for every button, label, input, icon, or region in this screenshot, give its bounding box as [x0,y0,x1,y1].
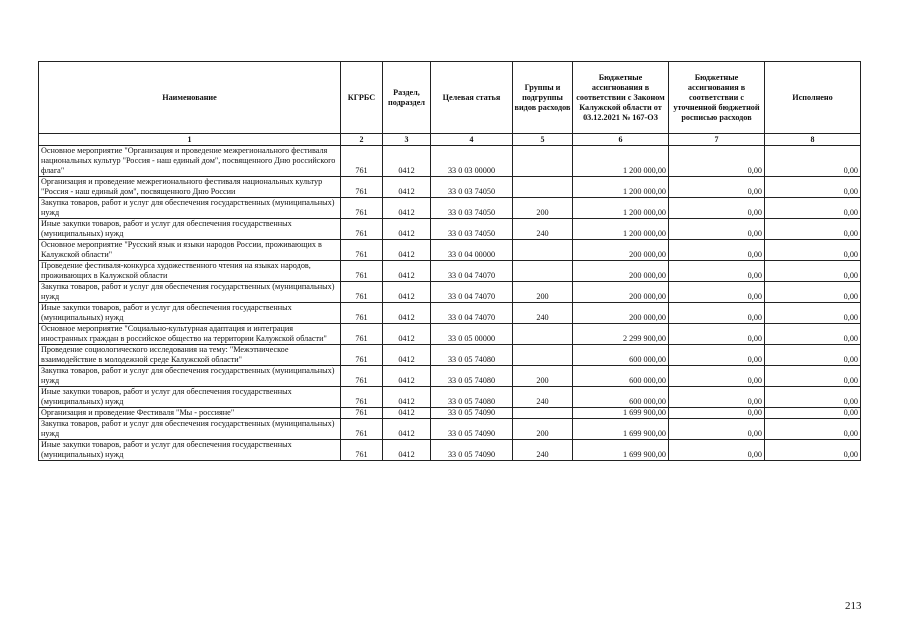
column-number-row [39,134,861,146]
row-expense-group: 240 [513,219,573,240]
row-target-article: 33 0 05 74090 [431,408,513,419]
row-executed: 0,00 [765,198,861,219]
row-target-article: 33 0 05 74090 [431,440,513,461]
row-target-article: 33 0 03 74050 [431,219,513,240]
row-law-allocation: 600 000,00 [573,387,669,408]
row-kgrbs: 761 [341,146,383,177]
page-number: 213 [845,600,862,612]
table-row [39,146,861,177]
row-expense-group [513,408,573,419]
row-refined-allocation: 0,00 [669,366,765,387]
table-row [39,324,861,345]
row-expense-group: 240 [513,440,573,461]
row-section: 0412 [383,366,431,387]
row-kgrbs: 761 [341,240,383,261]
column-number: 5 [513,134,573,146]
column-number: 7 [669,134,765,146]
row-refined-allocation: 0,00 [669,282,765,303]
header-section: Раздел, подраздел [383,62,431,134]
row-name: Проведение социологического исследования на тему: "Межэтническое взаимодействие в молодежной среде Калужской области" [39,345,341,366]
row-law-allocation: 600 000,00 [573,345,669,366]
row-name: Основное мероприятие "Социально-культурная адаптация и интеграция иностранных граждан в российское общество на территории Калужской области" [39,324,341,345]
column-number: 8 [765,134,861,146]
row-refined-allocation: 0,00 [669,419,765,440]
row-refined-allocation: 0,00 [669,177,765,198]
header-name: Наименование [39,62,341,134]
table-row [39,419,861,440]
header-executed: Исполнено [765,62,861,134]
row-kgrbs: 761 [341,261,383,282]
row-law-allocation: 200 000,00 [573,303,669,324]
table-row [39,408,861,419]
row-executed: 0,00 [765,177,861,198]
row-kgrbs: 761 [341,282,383,303]
row-expense-group [513,177,573,198]
row-kgrbs: 761 [341,324,383,345]
row-target-article: 33 0 05 74090 [431,419,513,440]
row-expense-group: 240 [513,303,573,324]
table-row [39,219,861,240]
row-law-allocation: 1 200 000,00 [573,146,669,177]
row-refined-allocation: 0,00 [669,324,765,345]
row-section: 0412 [383,387,431,408]
row-target-article: 33 0 04 74070 [431,261,513,282]
header-row [39,62,861,134]
column-number: 4 [431,134,513,146]
header-refined-allocation: Бюджетные ассигнования в соответствии с уточненной бюджетной росписью расходов [669,62,765,134]
row-refined-allocation: 0,00 [669,303,765,324]
row-executed: 0,00 [765,387,861,408]
row-refined-allocation: 0,00 [669,198,765,219]
row-target-article: 33 0 03 74050 [431,198,513,219]
table-row [39,261,861,282]
row-name: Иные закупки товаров, работ и услуг для обеспечения государственных (муниципальных) нужд [39,387,341,408]
table-row [39,345,861,366]
row-section: 0412 [383,177,431,198]
column-number: 3 [383,134,431,146]
row-executed: 0,00 [765,240,861,261]
row-section: 0412 [383,345,431,366]
row-law-allocation: 1 699 900,00 [573,408,669,419]
table-row [39,303,861,324]
row-target-article: 33 0 05 74080 [431,366,513,387]
row-section: 0412 [383,219,431,240]
row-law-allocation: 200 000,00 [573,240,669,261]
row-executed: 0,00 [765,324,861,345]
row-refined-allocation: 0,00 [669,440,765,461]
row-expense-group [513,146,573,177]
table-row [39,282,861,303]
row-section: 0412 [383,146,431,177]
row-expense-group [513,240,573,261]
row-target-article: 33 0 04 74070 [431,303,513,324]
row-section: 0412 [383,408,431,419]
row-law-allocation: 1 699 900,00 [573,440,669,461]
row-executed: 0,00 [765,303,861,324]
row-section: 0412 [383,440,431,461]
row-executed: 0,00 [765,146,861,177]
row-name: Проведение фестиваля-конкурса художественного чтения на языках народов, проживающих в Калужской области [39,261,341,282]
row-refined-allocation: 0,00 [669,387,765,408]
row-kgrbs: 761 [341,303,383,324]
column-number: 6 [573,134,669,146]
row-name: Иные закупки товаров, работ и услуг для обеспечения государственных (муниципальных) нужд [39,440,341,461]
table-row [39,387,861,408]
row-refined-allocation: 0,00 [669,219,765,240]
row-law-allocation: 600 000,00 [573,366,669,387]
row-section: 0412 [383,198,431,219]
row-law-allocation: 1 200 000,00 [573,198,669,219]
row-refined-allocation: 0,00 [669,261,765,282]
row-name: Иные закупки товаров, работ и услуг для обеспечения государственных (муниципальных) нужд [39,303,341,324]
column-number: 1 [39,134,341,146]
row-target-article: 33 0 03 00000 [431,146,513,177]
row-executed: 0,00 [765,408,861,419]
header-target: Целевая статья [431,62,513,134]
header-kgrbs: КГРБС [341,62,383,134]
table-row [39,177,861,198]
table-row [39,366,861,387]
row-refined-allocation: 0,00 [669,345,765,366]
header-law-allocation: Бюджетные ассигнования в соответствии с Законом Калужской области от 03.12.2021 № 167-ОЗ [573,62,669,134]
row-refined-allocation: 0,00 [669,146,765,177]
row-refined-allocation: 0,00 [669,240,765,261]
row-section: 0412 [383,419,431,440]
row-target-article: 33 0 03 74050 [431,177,513,198]
row-kgrbs: 761 [341,219,383,240]
row-executed: 0,00 [765,366,861,387]
row-target-article: 33 0 04 00000 [431,240,513,261]
row-expense-group: 200 [513,366,573,387]
row-name: Закупка товаров, работ и услуг для обеспечения государственных (муниципальных) нужд [39,198,341,219]
row-target-article: 33 0 05 00000 [431,324,513,345]
row-expense-group [513,345,573,366]
row-expense-group: 200 [513,198,573,219]
row-section: 0412 [383,282,431,303]
header-group: Группы и подгруппы видов расходов [513,62,573,134]
row-law-allocation: 200 000,00 [573,261,669,282]
row-kgrbs: 761 [341,440,383,461]
row-kgrbs: 761 [341,366,383,387]
column-number: 2 [341,134,383,146]
row-law-allocation: 200 000,00 [573,282,669,303]
row-kgrbs: 761 [341,387,383,408]
row-section: 0412 [383,261,431,282]
row-kgrbs: 761 [341,345,383,366]
row-target-article: 33 0 05 74080 [431,345,513,366]
row-section: 0412 [383,303,431,324]
row-name: Закупка товаров, работ и услуг для обеспечения государственных (муниципальных) нужд [39,419,341,440]
table-row [39,198,861,219]
row-name: Основное мероприятие "Русский язык и языки народов России, проживающих в Калужской области" [39,240,341,261]
row-law-allocation: 1 200 000,00 [573,219,669,240]
row-law-allocation: 2 299 900,00 [573,324,669,345]
row-kgrbs: 761 [341,198,383,219]
row-law-allocation: 1 200 000,00 [573,177,669,198]
row-section: 0412 [383,240,431,261]
row-name: Основное мероприятие "Организация и проведение межрегионального фестиваля национальных культур "Россия - наш единый дом", посвященного Дню российского флага" [39,146,341,177]
row-executed: 0,00 [765,345,861,366]
row-section: 0412 [383,324,431,345]
row-expense-group: 200 [513,419,573,440]
row-executed: 0,00 [765,219,861,240]
row-expense-group [513,261,573,282]
row-refined-allocation: 0,00 [669,408,765,419]
row-executed: 0,00 [765,282,861,303]
row-kgrbs: 761 [341,177,383,198]
row-name: Иные закупки товаров, работ и услуг для обеспечения государственных (муниципальных) нужд [39,219,341,240]
row-executed: 0,00 [765,419,861,440]
row-name: Организация и проведение межрегионального фестиваля национальных культур "Россия - наш единый дом", посвященного Дню России [39,177,341,198]
table-row [39,240,861,261]
table-row [39,440,861,461]
budget-table [38,61,861,461]
row-target-article: 33 0 05 74080 [431,387,513,408]
row-expense-group: 240 [513,387,573,408]
row-expense-group [513,324,573,345]
row-name: Закупка товаров, работ и услуг для обеспечения государственных (муниципальных) нужд [39,366,341,387]
row-target-article: 33 0 04 74070 [431,282,513,303]
row-kgrbs: 761 [341,408,383,419]
row-law-allocation: 1 699 900,00 [573,419,669,440]
row-executed: 0,00 [765,261,861,282]
row-kgrbs: 761 [341,419,383,440]
row-expense-group: 200 [513,282,573,303]
row-executed: 0,00 [765,440,861,461]
row-name: Закупка товаров, работ и услуг для обеспечения государственных (муниципальных) нужд [39,282,341,303]
row-name: Организация и проведение Фестиваля "Мы - россияне" [39,408,341,419]
